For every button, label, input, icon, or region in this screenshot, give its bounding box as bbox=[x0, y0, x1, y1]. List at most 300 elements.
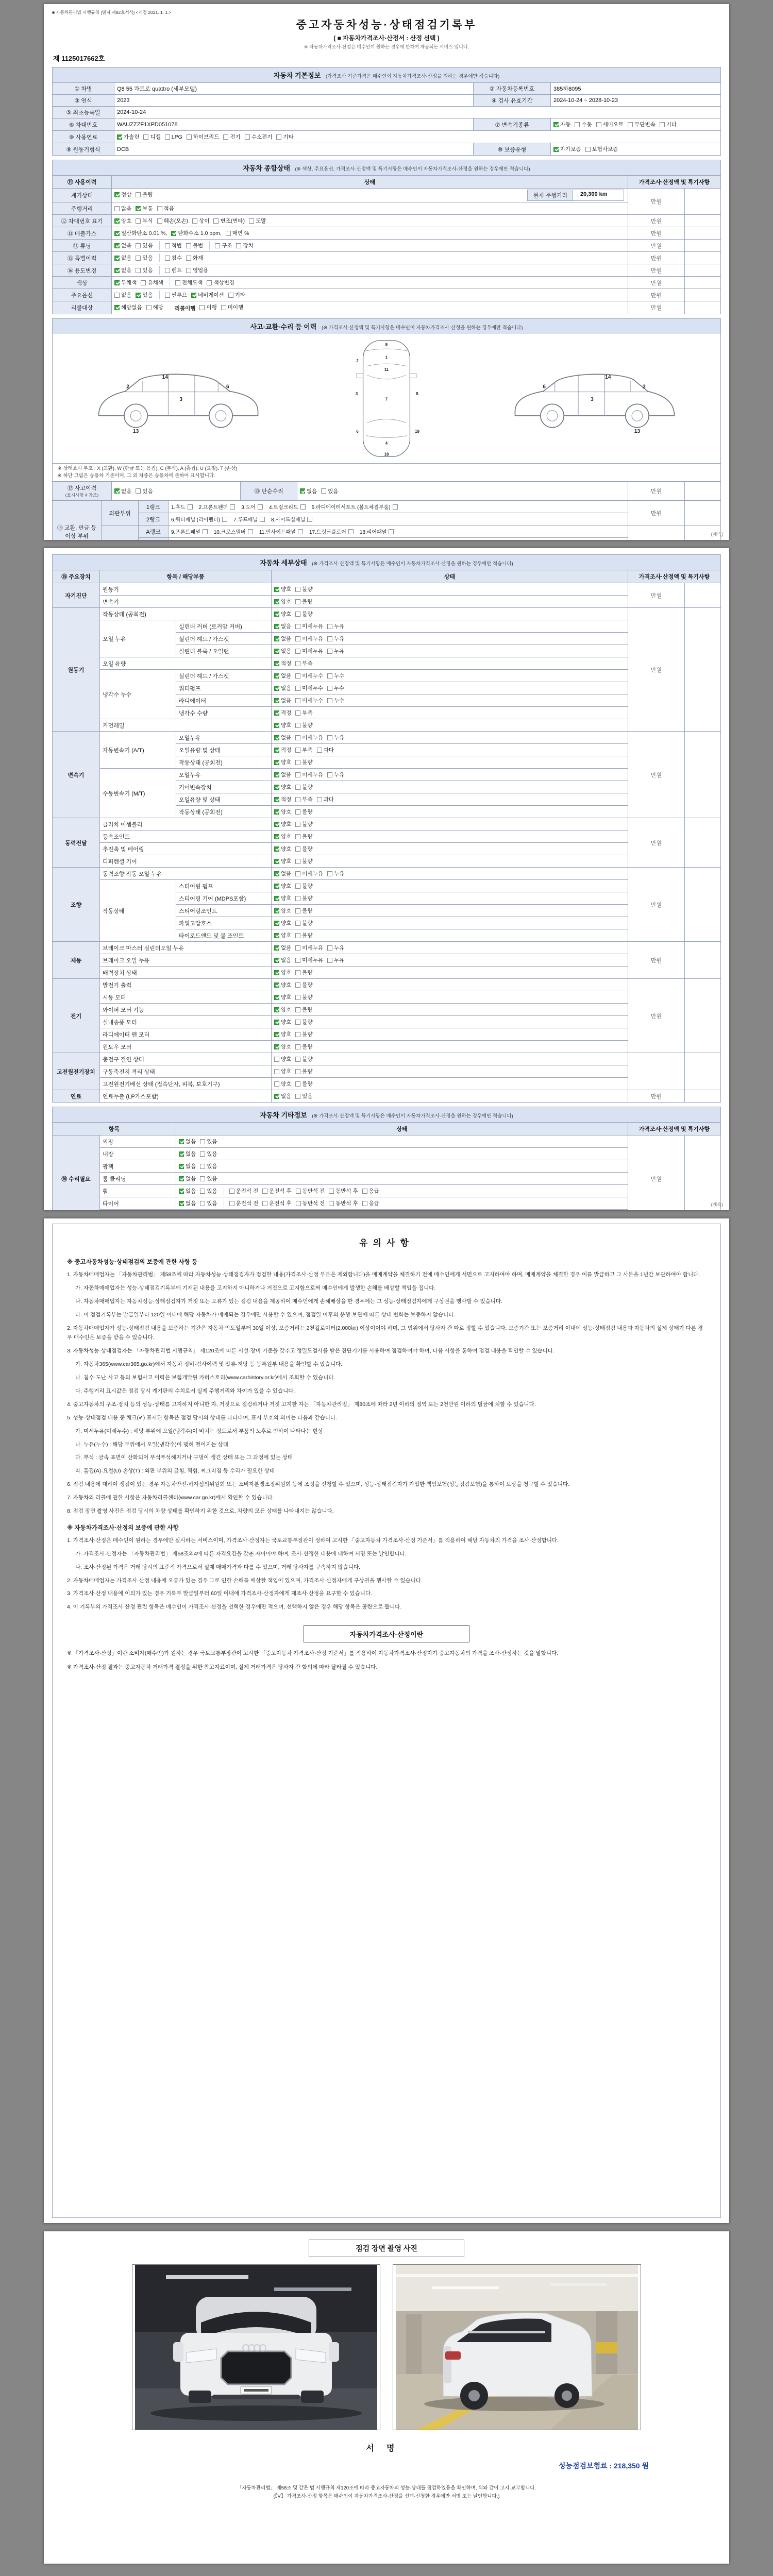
col-device: ⑮ 주요장치 bbox=[53, 570, 100, 583]
state-cell bbox=[176, 1185, 628, 1197]
table-row bbox=[53, 118, 721, 131]
checkbox-box-icon bbox=[295, 908, 300, 913]
checkbox-box-icon bbox=[300, 488, 305, 494]
part-cell: 오일누유 bbox=[176, 769, 272, 781]
col-state: 상태 bbox=[272, 570, 628, 583]
checkbox-option bbox=[274, 820, 291, 828]
checkbox-option bbox=[295, 709, 312, 717]
checkbox-option bbox=[274, 734, 291, 741]
checkbox-option bbox=[295, 981, 312, 989]
notice-line: 3. 자동차성능·상태점검자는 「자동차관리법 시행규칙」 제120조에 따른 시설·장비 기준을 갖추고 정밀도검사를 받은 진단기기를 사용하여 점검하여야 하며, 다음 사항을 통하여 점검 내용을 확인할 수 있습니다. bbox=[67, 1348, 554, 1354]
other-title-note: (※ 가격조사·산정액 및 특기사항은 매수인이 자동차가격조사·산정을 원하는 경우에만 적습니다) bbox=[312, 1113, 513, 1119]
option-group bbox=[274, 671, 348, 680]
page-1 bbox=[44, 4, 729, 540]
checkbox-label: 무단변속 bbox=[634, 122, 656, 128]
part-label: 11.인사이드패널 bbox=[259, 530, 296, 535]
checkbox-value: % bbox=[244, 230, 249, 236]
price-cell: 만원 bbox=[628, 482, 685, 500]
option-group bbox=[274, 622, 348, 631]
checkbox-box-icon bbox=[296, 1201, 301, 1206]
state-cell bbox=[272, 756, 628, 769]
checkbox-label: 부식 bbox=[142, 218, 153, 224]
diagram-number: 9 bbox=[385, 342, 388, 347]
summary-table bbox=[52, 175, 721, 314]
checkbox-option bbox=[228, 291, 245, 299]
checkbox-box-icon bbox=[553, 122, 559, 127]
checkbox-box-icon bbox=[230, 504, 235, 510]
checkbox-label: 양호 bbox=[281, 834, 292, 840]
checkbox-box-icon bbox=[114, 293, 120, 298]
checkbox-option bbox=[274, 746, 291, 754]
checkbox-box-icon bbox=[191, 293, 196, 298]
notice-line: 8. 점검 장면 촬영 사진은 점검 당시의 차량 상태를 확인하기 위한 것으로, 차량의 모든 상태를 나타내지는 않습니다. bbox=[67, 1508, 334, 1515]
checkbox-box-icon bbox=[389, 529, 394, 534]
checkbox-label: 디젤 bbox=[150, 134, 161, 140]
diagram-number: 6 bbox=[542, 384, 546, 390]
checkbox-box-icon bbox=[327, 772, 332, 777]
checkbox-label: 양호 bbox=[281, 883, 292, 889]
checkbox-label: 해당 bbox=[153, 304, 163, 311]
detail-row bbox=[53, 657, 721, 670]
summary-row bbox=[53, 252, 721, 264]
checkbox-option bbox=[295, 783, 312, 791]
checkbox-box-icon bbox=[165, 134, 170, 140]
legal-line-2: (【V】 가격조사·산정 항목은 매수인이 자동차가격조사·산정을 선택·신청한 경우에만 서명 또는 날인합니다.) bbox=[273, 2494, 500, 2500]
item-cell: 타이어 bbox=[100, 1197, 176, 1210]
checkbox-box-icon bbox=[295, 995, 300, 1000]
notice-line: 3. 가격조사·산정 내용에 이의가 있는 경우 기록부 발급일부터 60일 이내에 가격조사·산정자에게 재조사·산정을 요구할 수 있습니다. bbox=[67, 1590, 372, 1597]
rankB-parts bbox=[169, 538, 628, 540]
checkbox-label: 운전석 전 bbox=[236, 1200, 259, 1207]
checkbox-option bbox=[179, 1150, 196, 1158]
price-cell: 만원 bbox=[628, 818, 684, 868]
note-cell bbox=[684, 979, 720, 1053]
col-item: 항목 / 해당부품 bbox=[100, 570, 272, 583]
checkbox-option bbox=[295, 721, 312, 729]
state-cell bbox=[272, 793, 628, 806]
checkbox-label: 있음 bbox=[207, 1176, 217, 1182]
state-cell bbox=[272, 620, 628, 633]
checkbox-option bbox=[295, 659, 312, 667]
detail-row bbox=[53, 855, 721, 868]
diagram-number: 2 bbox=[356, 358, 359, 363]
checkbox-value: 0.01 %, bbox=[148, 230, 167, 236]
checkbox-label: LPG bbox=[171, 133, 182, 140]
checkbox-label: 없음 bbox=[281, 772, 292, 778]
checkbox-option bbox=[274, 647, 291, 655]
summary-row bbox=[53, 301, 721, 314]
checkbox-box-icon bbox=[200, 1201, 205, 1206]
checkbox-option bbox=[327, 697, 344, 704]
basic-info-title-note: (가격조사 기준가격은 매수인이 자동차가격조사·산정을 원하는 경우에만 적습니다) bbox=[325, 74, 500, 79]
checkbox-box-icon bbox=[262, 1189, 267, 1194]
checkbox-box-icon bbox=[114, 206, 120, 211]
state-cell bbox=[272, 645, 628, 657]
checkbox-box-icon bbox=[136, 256, 141, 261]
checkbox-option bbox=[245, 133, 273, 141]
checkbox-label: 누유 bbox=[333, 945, 345, 951]
checkbox-label: 불량 bbox=[302, 970, 313, 976]
checkbox-box-icon bbox=[327, 686, 332, 691]
checkbox-option bbox=[329, 1187, 358, 1195]
checkbox-label: 해당없음 bbox=[121, 304, 142, 311]
checkbox-option bbox=[317, 795, 334, 803]
accident-history-label bbox=[53, 482, 112, 500]
checkbox-option bbox=[295, 1030, 312, 1038]
option-group bbox=[274, 1092, 317, 1100]
state-cell bbox=[272, 1041, 628, 1053]
price-cell bbox=[628, 1053, 684, 1090]
checkbox-option bbox=[296, 1199, 325, 1207]
checkbox-option bbox=[295, 944, 323, 952]
checkbox-label: 없음 bbox=[281, 945, 292, 951]
part-label: 4.트렁크리드 bbox=[268, 505, 298, 511]
checkbox-box-icon bbox=[117, 134, 122, 140]
checkbox-box-icon bbox=[274, 995, 279, 1000]
checkbox-box-icon bbox=[274, 958, 279, 963]
accident-history-sub: (표시사항 4 참조) bbox=[65, 493, 99, 498]
col-history: ⑪ 사용이력 bbox=[53, 176, 112, 189]
checkbox-label: 수소전기 bbox=[251, 134, 273, 140]
accident-history-options bbox=[112, 482, 241, 500]
checkbox-option bbox=[660, 121, 677, 128]
detail-section-title bbox=[52, 554, 721, 570]
checkbox-option bbox=[295, 1043, 312, 1050]
option-group bbox=[274, 869, 348, 878]
checkbox-label: 미세누유 bbox=[302, 648, 323, 654]
checkbox-box-icon bbox=[146, 305, 152, 310]
item-cell: 원동기 bbox=[100, 583, 272, 596]
price-cell bbox=[628, 526, 685, 540]
appraisal-box-lines bbox=[67, 1649, 706, 1672]
checkbox-box-icon bbox=[628, 122, 633, 127]
checkbox-option bbox=[165, 134, 182, 140]
checkbox-label: 동반석 후 bbox=[335, 1200, 358, 1207]
part-label: 8.사이드실패널 bbox=[271, 517, 306, 523]
vin-label: ⑥ 차대번호 bbox=[53, 118, 114, 131]
checkbox-option bbox=[295, 907, 312, 914]
part-checkbox bbox=[171, 503, 193, 511]
checkbox-label: 무채색 bbox=[121, 280, 137, 286]
checkbox-label: 유채색 bbox=[147, 280, 163, 286]
checkbox-option bbox=[317, 746, 334, 754]
state-cell bbox=[272, 1053, 628, 1065]
part-cell: 워터펌프 bbox=[176, 682, 272, 694]
notice-line: 다. 이 점검기록부는 발급일부터 120일 이내에 해당 자동차가 매매되는 경우에만 사용할 수 있으며, 점검일 이후의 운행·보관에 따른 상태 변화는 보증하지 않습니다. bbox=[75, 1311, 456, 1318]
checkbox-box-icon bbox=[274, 1081, 279, 1087]
checkbox-label: 색상변경 bbox=[213, 280, 235, 286]
inspection-label: ④ 검사 유효기간 bbox=[474, 95, 551, 107]
checkbox-label: 없음 bbox=[281, 685, 292, 691]
checkbox-box-icon bbox=[307, 517, 312, 522]
row-state bbox=[112, 202, 628, 215]
checkbox-option bbox=[179, 1162, 196, 1170]
checkbox-label: 운전석 후 bbox=[269, 1188, 292, 1194]
checkbox-label: 불법 bbox=[192, 243, 204, 249]
checkbox-label: 양호 bbox=[281, 982, 292, 988]
checkbox-option bbox=[274, 944, 291, 952]
table-header-row bbox=[53, 570, 721, 583]
diagram-number: 6 bbox=[356, 429, 359, 434]
item-cell: 내장 bbox=[100, 1148, 176, 1160]
item-cell: 커먼레일 bbox=[100, 719, 272, 732]
checkbox-option bbox=[274, 969, 291, 976]
rank1-label: 1랭크 bbox=[139, 501, 169, 513]
checkbox-label: 불량 bbox=[302, 759, 313, 766]
other-info-table bbox=[52, 1122, 721, 1210]
odometer-label: 현재 주행거리 bbox=[528, 190, 573, 200]
checkbox-option bbox=[327, 622, 344, 630]
checkbox-label: 미세누수 bbox=[302, 698, 323, 704]
table-header-row bbox=[53, 176, 721, 189]
checkbox-option bbox=[215, 242, 232, 249]
col-item: 항목 bbox=[53, 1123, 176, 1136]
legal-footer bbox=[52, 2484, 721, 2501]
checkbox-box-icon bbox=[296, 1189, 301, 1194]
part-label: 10.크로스멤버 bbox=[213, 530, 246, 535]
warranty-label: ⑩ 보증유형 bbox=[474, 143, 551, 156]
checkbox-label: 양호 bbox=[281, 1031, 292, 1038]
checkbox-box-icon bbox=[262, 1201, 267, 1206]
checkbox-option bbox=[362, 1199, 379, 1207]
checkbox-label: 불량 bbox=[302, 982, 313, 988]
option-group bbox=[114, 190, 157, 199]
checkbox-option bbox=[300, 487, 317, 495]
checkbox-option bbox=[274, 659, 291, 667]
option-group bbox=[274, 844, 317, 853]
checkbox-label: 불량 bbox=[302, 1081, 313, 1087]
checkbox-option bbox=[585, 145, 618, 153]
checkbox-box-icon bbox=[295, 896, 300, 901]
checkbox-box-icon bbox=[179, 1201, 184, 1206]
checkbox-box-icon bbox=[114, 218, 120, 224]
price-cell: 만원 bbox=[628, 1090, 684, 1103]
option-group bbox=[114, 266, 157, 275]
checkbox-label: 양호 bbox=[281, 784, 292, 790]
checkbox-box-icon bbox=[321, 488, 326, 494]
option-group bbox=[114, 204, 178, 213]
checkbox-box-icon bbox=[200, 1164, 205, 1169]
notice-line: 4. 중고자동차의 구조·장치 등의 성능·상태를 고지하지 아니한 자, 거짓으로 점검하거나 거짓 고지한 자는 「자동차관리법」 제80조에 따라 2년 이하의 징역 또는 2천만원 이하의 벌금에 처할 수 있습니다. bbox=[67, 1401, 536, 1408]
checkbox-option bbox=[274, 981, 291, 989]
checkbox-option bbox=[179, 1138, 196, 1145]
checkbox-option bbox=[186, 266, 208, 274]
checkbox-label: 미세누수 bbox=[302, 673, 323, 679]
checkbox-box-icon bbox=[329, 1189, 334, 1194]
option-group bbox=[274, 820, 317, 828]
checkbox-label: 양호 bbox=[281, 994, 292, 1001]
table-row bbox=[53, 143, 721, 156]
checkbox-box-icon bbox=[295, 599, 300, 604]
checkbox-box-icon bbox=[186, 256, 191, 261]
checkbox-label: 양호 bbox=[281, 1069, 292, 1075]
checkbox-label: 자가보증 bbox=[560, 146, 581, 152]
checkbox-label: 양호 bbox=[281, 846, 292, 852]
checkbox-option bbox=[295, 857, 312, 865]
checkbox-box-icon bbox=[300, 504, 306, 510]
state-cell bbox=[272, 868, 628, 880]
document-title: 중고자동차성능·상태점검기록부 bbox=[296, 19, 477, 31]
checkbox-option bbox=[114, 191, 131, 198]
note-cell bbox=[684, 732, 720, 818]
checkbox-option bbox=[295, 697, 323, 704]
checkbox-box-icon bbox=[295, 933, 300, 938]
row-label: ⑭ 튜닝 bbox=[53, 240, 112, 252]
diagram-number: 3 bbox=[590, 397, 594, 403]
row-state bbox=[112, 289, 628, 301]
checkbox-box-icon bbox=[317, 797, 322, 802]
part-checkbox bbox=[269, 503, 306, 511]
diagram-number: 3 bbox=[179, 397, 183, 403]
price-cell: 만원 bbox=[628, 289, 684, 301]
checkbox-label: 불량 bbox=[302, 1007, 313, 1013]
car-damage-diagrams bbox=[52, 334, 721, 464]
checkbox-box-icon bbox=[327, 871, 332, 876]
summary-title-note: (※ 색상, 주요옵션, 가격조사·산정액 및 특기사항은 매수인이 자동차가격조사·산정을 원하는 경우에만 적습니다) bbox=[295, 166, 530, 172]
option-group bbox=[179, 1174, 222, 1183]
rank1-parts bbox=[169, 501, 628, 513]
summary-row bbox=[53, 189, 721, 202]
car-side-right-diagram bbox=[507, 357, 682, 439]
signature-section-title: 서명 bbox=[366, 2444, 407, 2453]
checkbox-label: 있음 bbox=[207, 1163, 217, 1170]
checkbox-label: 일산화탄소 bbox=[121, 230, 147, 236]
checkbox-label: 있음 bbox=[142, 255, 153, 261]
notice-line: 1. 자동차매매업자는 「자동차관리법」 제58조에 따라 자동차성능·상태점검자가 점검한 내용(가격조사·산정 부분은 제외합니다)을 매매계약을 체결하기 전에 매수인에게 서면으로 고지하여야 하며, 매매계약을 체결한 경우 이를 발급하고 그 사본을 1년간 보관하여야 합니다. bbox=[67, 1272, 700, 1278]
option-group bbox=[274, 931, 317, 940]
note-cell bbox=[684, 942, 720, 979]
part-cell: 냉각수 수량 bbox=[176, 707, 272, 719]
item-cell: 디퍼렌셜 기어 bbox=[100, 855, 272, 868]
notice-line: 5. 성능·상태점검 내용 중 체크(✔) 표시된 항목은 점검 당시의 상태를 나타내며, 표시 부호의 의미는 다음과 같습니다. bbox=[67, 1414, 337, 1421]
item-cell: 추진축 및 베어링 bbox=[100, 843, 272, 855]
checkbox-label: 양호 bbox=[281, 599, 292, 605]
checkbox-label: 없음 bbox=[281, 957, 292, 963]
price-cell: 만원 bbox=[628, 501, 685, 526]
checkbox-label: 양호 bbox=[281, 611, 292, 617]
checkbox-option bbox=[114, 266, 131, 274]
checkbox-label: 없음 bbox=[186, 1151, 196, 1157]
col-price: 가격조사·산정액 및 특기사항 bbox=[628, 1123, 720, 1136]
diagram-number: 14 bbox=[162, 374, 169, 380]
summary-row bbox=[53, 277, 721, 289]
item-cell: 휠 bbox=[100, 1185, 176, 1197]
checkbox-label: 없음 bbox=[186, 1139, 196, 1145]
notice-line: 가. 자동차매매업자는 성능·상태점검기록부에 기재된 내용을 고지하지 아니하거나 거짓으로 고지함으로써 매수인에게 발생한 손해를 배상할 책임을 집니다. bbox=[75, 1284, 436, 1291]
price-cell: 만원 bbox=[628, 227, 684, 240]
checkbox-option bbox=[171, 229, 221, 237]
checkbox-option bbox=[362, 1187, 379, 1195]
checkbox-label: 불량 bbox=[302, 1056, 313, 1062]
item-cell: 작동상태 (공회전) bbox=[100, 608, 272, 620]
checkbox-label: 누수 bbox=[333, 685, 345, 691]
checkbox-option bbox=[295, 882, 312, 890]
checkbox-label: 부족 bbox=[302, 710, 313, 716]
checkbox-label: 전기 bbox=[230, 134, 241, 140]
table-row bbox=[53, 526, 721, 538]
checkbox-label: 미세누유 bbox=[302, 735, 323, 741]
part-checkbox bbox=[241, 503, 263, 511]
detail-row bbox=[53, 1041, 721, 1053]
checkbox-option bbox=[114, 487, 131, 495]
diagram-number: 8 bbox=[416, 391, 418, 396]
notice-line: 가. 자동차365(www.car365.go.kr)에서 자동차 정비·검사이력 및 압류·저당 등 등록원부 내용을 확인할 수 있습니다. bbox=[75, 1361, 343, 1368]
simple-repair-options bbox=[297, 482, 628, 500]
checkbox-label: 미세누유 bbox=[302, 772, 323, 778]
part-cell: 작동상태 (공회전) bbox=[176, 756, 272, 769]
checkbox-option bbox=[274, 721, 291, 729]
notice-line: 다. 주행거리 표시값은 점검 당시 계기판의 수치로서 실제 주행거리와 차이가 있을 수 있습니다. bbox=[75, 1388, 295, 1395]
part-cell: 오일유량 및 상태 bbox=[176, 744, 272, 756]
checkbox-label: 양호 bbox=[281, 809, 292, 815]
checkbox-option bbox=[274, 783, 291, 791]
part-label: 18.리어패널 bbox=[359, 530, 387, 535]
summary-row bbox=[53, 202, 721, 215]
diagram-number: 19 bbox=[415, 429, 419, 434]
checkbox-option bbox=[157, 217, 189, 225]
detail-row bbox=[53, 608, 721, 620]
part-label: 7.루프패널 bbox=[233, 517, 258, 523]
diagram-number: 1 bbox=[385, 355, 388, 360]
checkbox-box-icon bbox=[274, 587, 279, 592]
page-2 bbox=[44, 548, 729, 1210]
checkbox-label: 기타 bbox=[666, 122, 677, 128]
recall-action-label: 리콜이행 bbox=[174, 305, 196, 312]
option-group bbox=[114, 241, 157, 250]
option-group bbox=[199, 303, 247, 312]
checkbox-option bbox=[295, 1067, 312, 1075]
option-group bbox=[114, 216, 270, 225]
checkbox-label: 많음 bbox=[121, 206, 132, 212]
checkbox-box-icon bbox=[295, 1057, 300, 1062]
checkbox-option bbox=[327, 672, 344, 680]
checkbox-option bbox=[114, 242, 131, 249]
checkbox-box-icon bbox=[274, 859, 279, 864]
option-group bbox=[274, 634, 348, 643]
checkbox-box-icon bbox=[136, 488, 141, 494]
basic-info-section-title bbox=[52, 67, 721, 82]
checkbox-label: 불량 bbox=[302, 821, 313, 827]
checkbox-box-icon bbox=[229, 1189, 234, 1194]
checkbox-option bbox=[200, 1138, 217, 1145]
checkbox-box-icon bbox=[585, 147, 591, 152]
row-state bbox=[112, 227, 628, 240]
checkbox-label: 부족 bbox=[302, 796, 313, 803]
checkbox-box-icon bbox=[200, 1189, 205, 1194]
checkbox-option bbox=[200, 1175, 217, 1182]
other-section-title bbox=[52, 1107, 721, 1122]
option-group bbox=[170, 278, 239, 287]
fuel-options bbox=[114, 131, 721, 143]
state-cell bbox=[272, 818, 628, 831]
checkbox-box-icon bbox=[274, 772, 279, 777]
checkbox-label: 없음 bbox=[281, 735, 292, 741]
checkbox-label: 동반석 후 bbox=[335, 1188, 358, 1194]
checkbox-box-icon bbox=[260, 517, 265, 522]
checkbox-box-icon bbox=[295, 1094, 300, 1099]
checkbox-label: 장치 bbox=[243, 243, 254, 249]
state-cell bbox=[272, 991, 628, 1004]
checkbox-label: 양호 bbox=[281, 722, 292, 728]
detail-row bbox=[53, 596, 721, 608]
checkbox-box-icon bbox=[295, 834, 300, 839]
note-cell bbox=[684, 301, 720, 314]
checkbox-label: 불량 bbox=[302, 1031, 313, 1038]
checkbox-option bbox=[295, 931, 312, 939]
option-group bbox=[114, 303, 167, 312]
notice-line: 7. 자동차의 리콜에 관한 사항은 자동차리콜센터(www.car.go.kr)에서 확인할 수 있습니다. bbox=[67, 1495, 274, 1501]
checkbox-box-icon bbox=[274, 884, 279, 889]
